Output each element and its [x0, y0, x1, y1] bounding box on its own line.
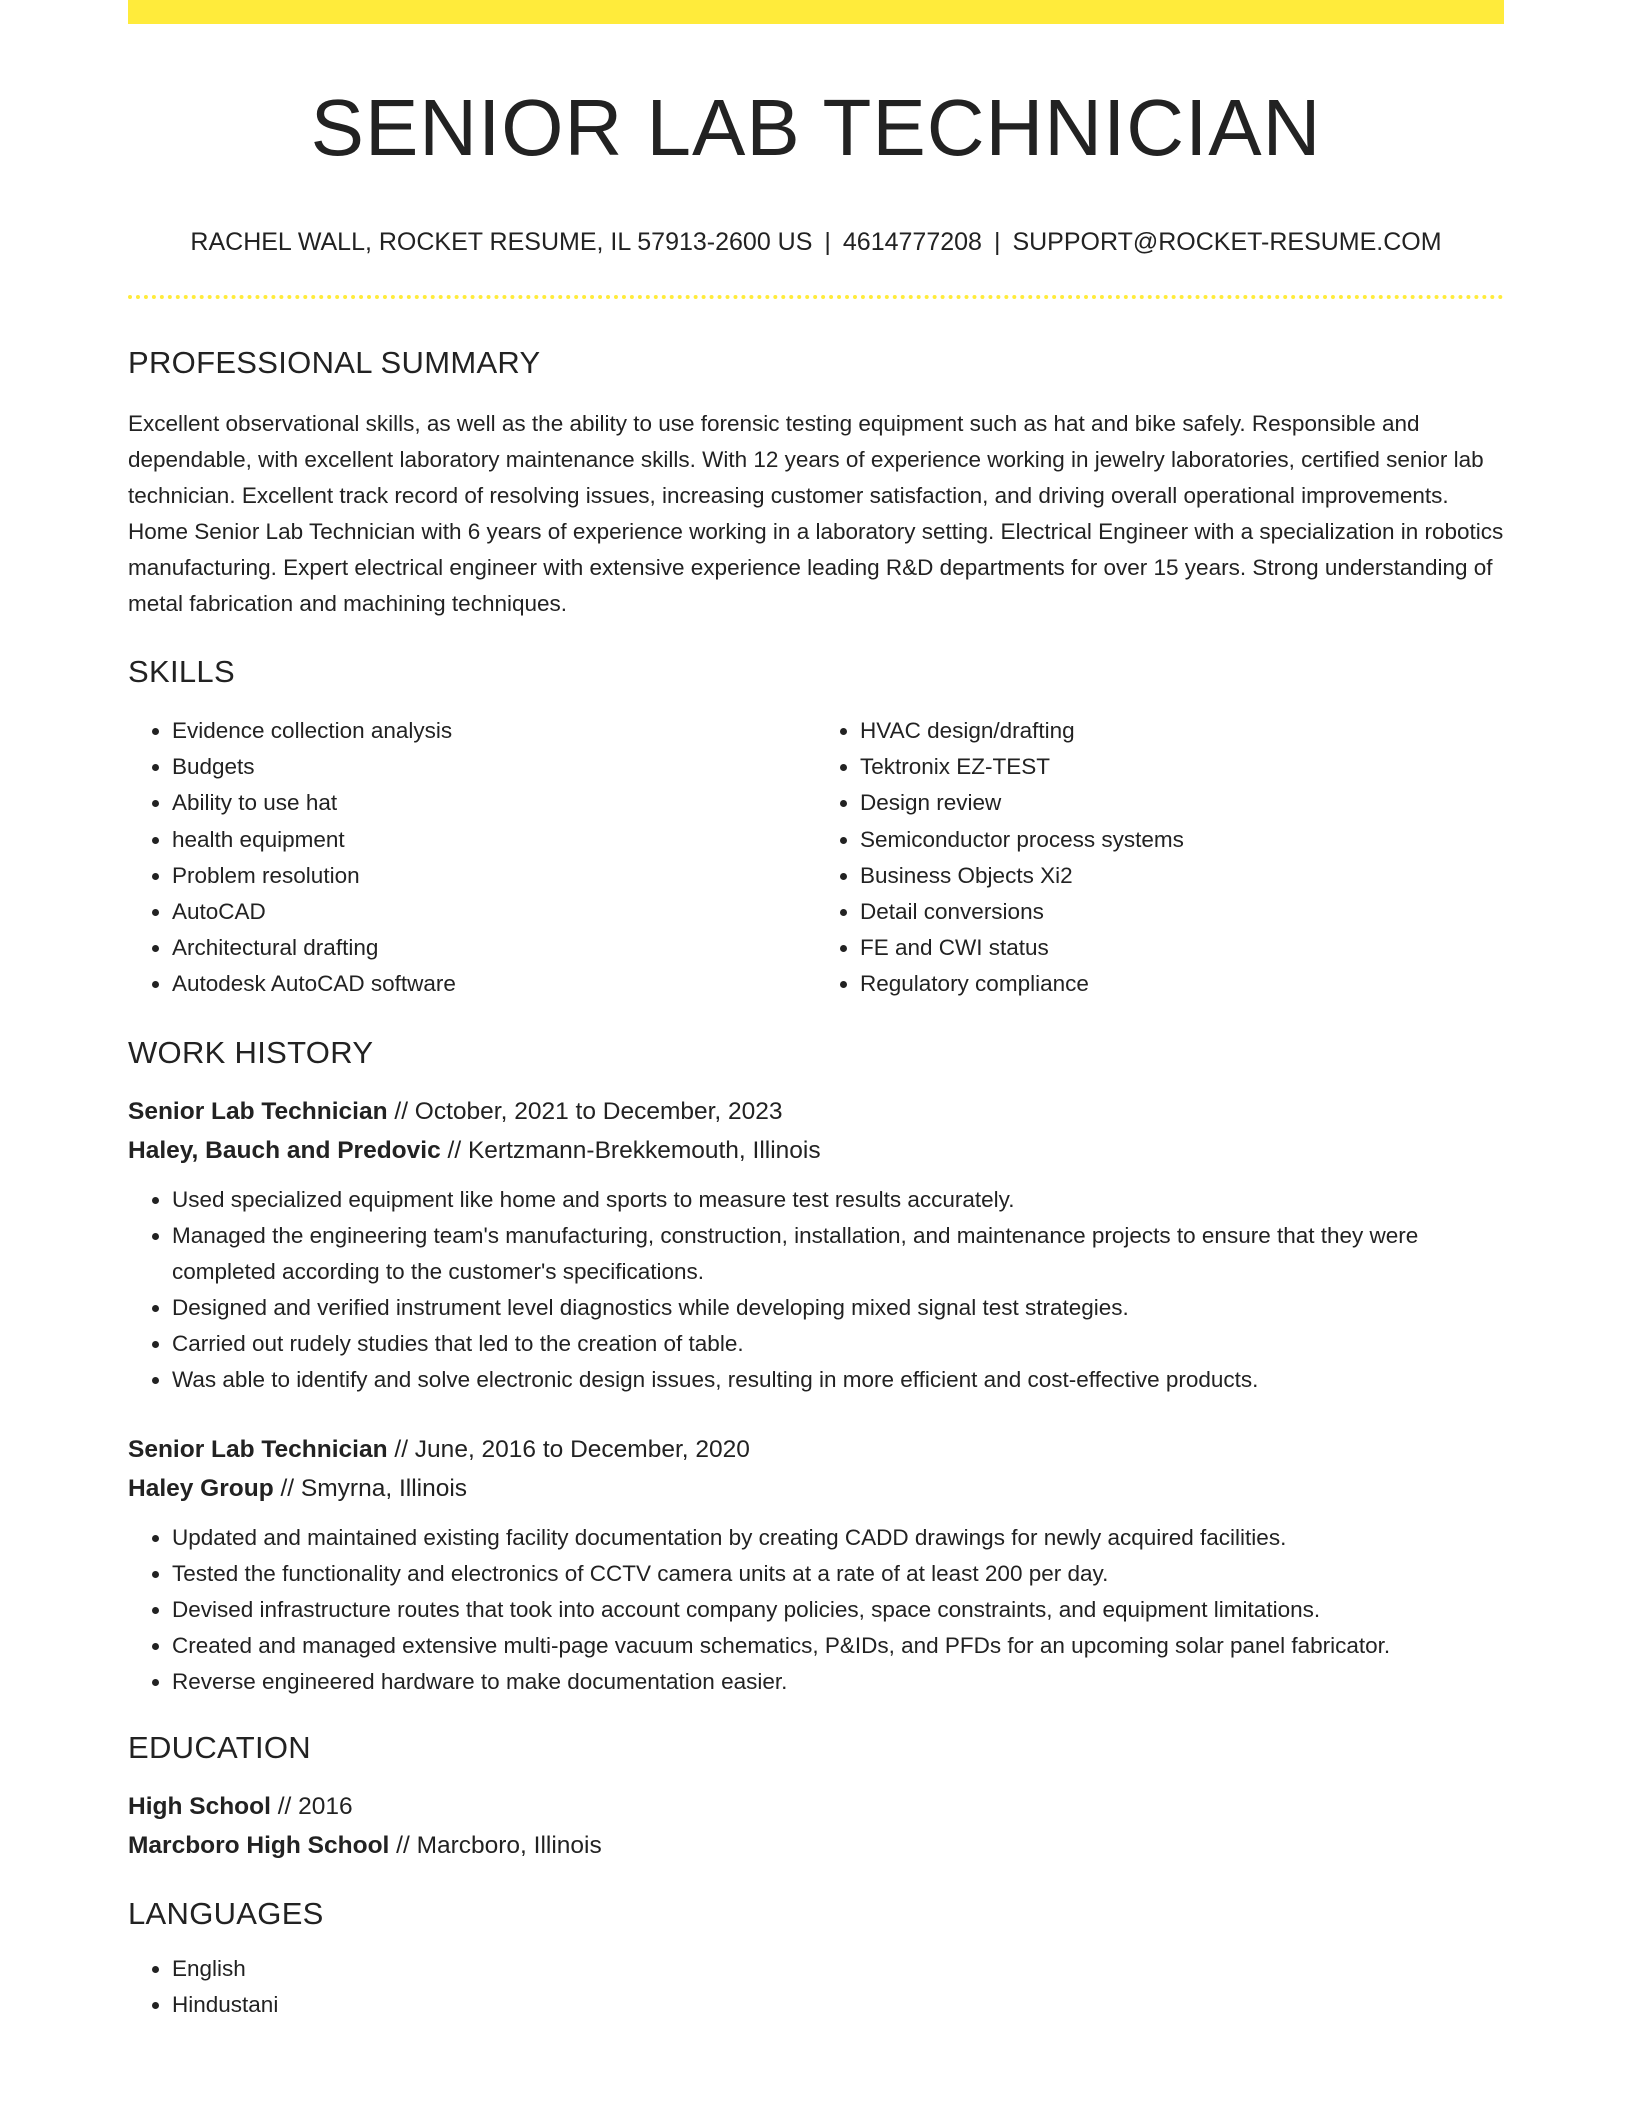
- job-location: // Smyrna, Illinois: [280, 1474, 468, 1502]
- skill-item: • Regulatory compliance: [860, 966, 1504, 1002]
- skill-item: • Problem resolution: [172, 858, 816, 894]
- job-entry: [128, 1430, 1504, 1700]
- accent-top-bar: [128, 0, 1504, 24]
- summary-heading: PROFESSIONAL SUMMARY: [128, 345, 541, 380]
- contact-address: RACHEL WALL, ROCKET RESUME, IL 57913-2600 US: [190, 228, 813, 256]
- job-entry: [128, 1092, 1504, 1398]
- skill-item: • Semiconductor process systems: [860, 822, 1504, 858]
- contact-phone: 4614777208: [842, 228, 982, 256]
- job-bullets: [128, 1182, 1504, 1398]
- job-dates: // June, 2016 to December, 2020: [394, 1435, 750, 1463]
- skill-item: • Business Objects Xi2: [860, 858, 1504, 894]
- job-company: Haley Group: [128, 1474, 274, 1502]
- resume-content: [128, 0, 1504, 2023]
- job-bullet: • Tested the functionality and electronics of CCTV camera units at a rate of at least 200 per day.: [172, 1556, 1504, 1592]
- languages-list: [128, 1951, 1504, 2023]
- summary-text: Excellent observational skills, as well as the ability to use forensic testing equipment such as hat and bike safely. Responsible and dependable, with excellent laboratory maintenance skills. With 12 years of experience working in jewelry laboratories, certified senior lab technician. Excellent track record of resolving issues, increasing customer satisfaction, and driving overall operational improvements. Home Senior Lab Technician with 6 years of experience working in a laboratory setting. Electrical Engineer with a specialization in robotics manufacturing. Expert electrical engineer with extensive experience leading R&D departments for over 15 years. Strong understanding of metal fabrication and machining techniques.: [128, 411, 1504, 616]
- job-dates: // October, 2021 to December, 2023: [394, 1097, 783, 1125]
- job-bullet: • Updated and maintained existing facility documentation by creating CADD drawings for newly acquired facilities.: [172, 1520, 1504, 1556]
- skill-item: • Tektronix EZ-TEST: [860, 749, 1504, 785]
- job-company: Haley, Bauch and Predovic: [128, 1136, 441, 1164]
- job-title: Senior Lab Technician: [128, 1097, 388, 1125]
- language-item: • English: [172, 1951, 1504, 1987]
- job-bullet: • Designed and verified instrument level diagnostics while developing mixed signal test strategies.: [172, 1290, 1504, 1326]
- job-company-line: [128, 1469, 1504, 1508]
- skills-right-list: [816, 713, 1504, 1003]
- skill-item: • Evidence collection analysis: [172, 713, 816, 749]
- job-location: // Kertzmann-Brekkemouth, Illinois: [447, 1136, 821, 1164]
- education-school: Marcboro High School: [128, 1831, 390, 1859]
- skill-item: • health equipment: [172, 822, 816, 858]
- job-bullet: • Created and managed extensive multi-page vacuum schematics, P&IDs, and PFDs for an upcoming solar panel fabricator.: [172, 1628, 1504, 1664]
- job-title: Senior Lab Technician: [128, 1435, 388, 1463]
- contact-line: [128, 230, 1504, 255]
- skill-item: • Budgets: [172, 749, 816, 785]
- skill-item: • AutoCAD: [172, 894, 816, 930]
- education-year: // 2016: [277, 1792, 353, 1820]
- job-bullet: • Devised infrastructure routes that took into account company policies, space constraints, and equipment limitations.: [172, 1592, 1504, 1628]
- job-bullet: • Carried out rudely studies that led to the creation of table.: [172, 1326, 1504, 1362]
- skill-item: • Autodesk AutoCAD software: [172, 966, 816, 1002]
- skill-item: • Architectural drafting: [172, 930, 816, 966]
- languages-heading: LANGUAGES: [128, 1895, 324, 1931]
- job-bullet: • Used specialized equipment like home and sports to measure test results accurately.: [172, 1182, 1504, 1218]
- skill-item: • Detail conversions: [860, 894, 1504, 930]
- skill-item: • HVAC design/drafting: [860, 713, 1504, 749]
- education-location: // Marcboro, Illinois: [396, 1831, 602, 1859]
- education-school-line: [128, 1826, 1504, 1865]
- language-item: • Hindustani: [172, 1987, 1504, 2023]
- job-bullet: • Managed the engineering team's manufacturing, construction, installation, and maintenance projects to ensure that they were completed according to the customer's specifications.: [172, 1218, 1504, 1290]
- job-title-line: [128, 1092, 1504, 1131]
- job-company-line: [128, 1131, 1504, 1170]
- skill-item: • Design review: [860, 785, 1504, 821]
- skills-heading: SKILLS: [128, 654, 235, 689]
- contact-separator: |: [824, 228, 831, 256]
- education-degree-line: [128, 1787, 1504, 1826]
- job-title-line: [128, 1430, 1504, 1469]
- job-bullet: • Was able to identify and solve electronic design issues, resulting in more efficient and cost-effective products.: [172, 1362, 1504, 1398]
- skills-grid: [128, 713, 1504, 1003]
- job-bullet: • Reverse engineered hardware to make documentation easier.: [172, 1664, 1504, 1700]
- contact-email: SUPPORT@ROCKET-RESUME.COM: [1012, 228, 1442, 256]
- resume-title: SENIOR LAB TECHNICIAN: [310, 83, 1322, 172]
- job-bullets: [128, 1520, 1504, 1700]
- skill-item: • FE and CWI status: [860, 930, 1504, 966]
- skills-left-list: [128, 713, 816, 1003]
- dotted-divider: [128, 295, 1504, 299]
- education-entry: [128, 1787, 1504, 1865]
- education-heading: EDUCATION: [128, 1729, 311, 1765]
- work-history-heading: WORK HISTORY: [128, 1034, 374, 1070]
- education-degree: High School: [128, 1792, 271, 1820]
- contact-separator: |: [993, 228, 1001, 256]
- skill-item: • Ability to use hat: [172, 785, 816, 821]
